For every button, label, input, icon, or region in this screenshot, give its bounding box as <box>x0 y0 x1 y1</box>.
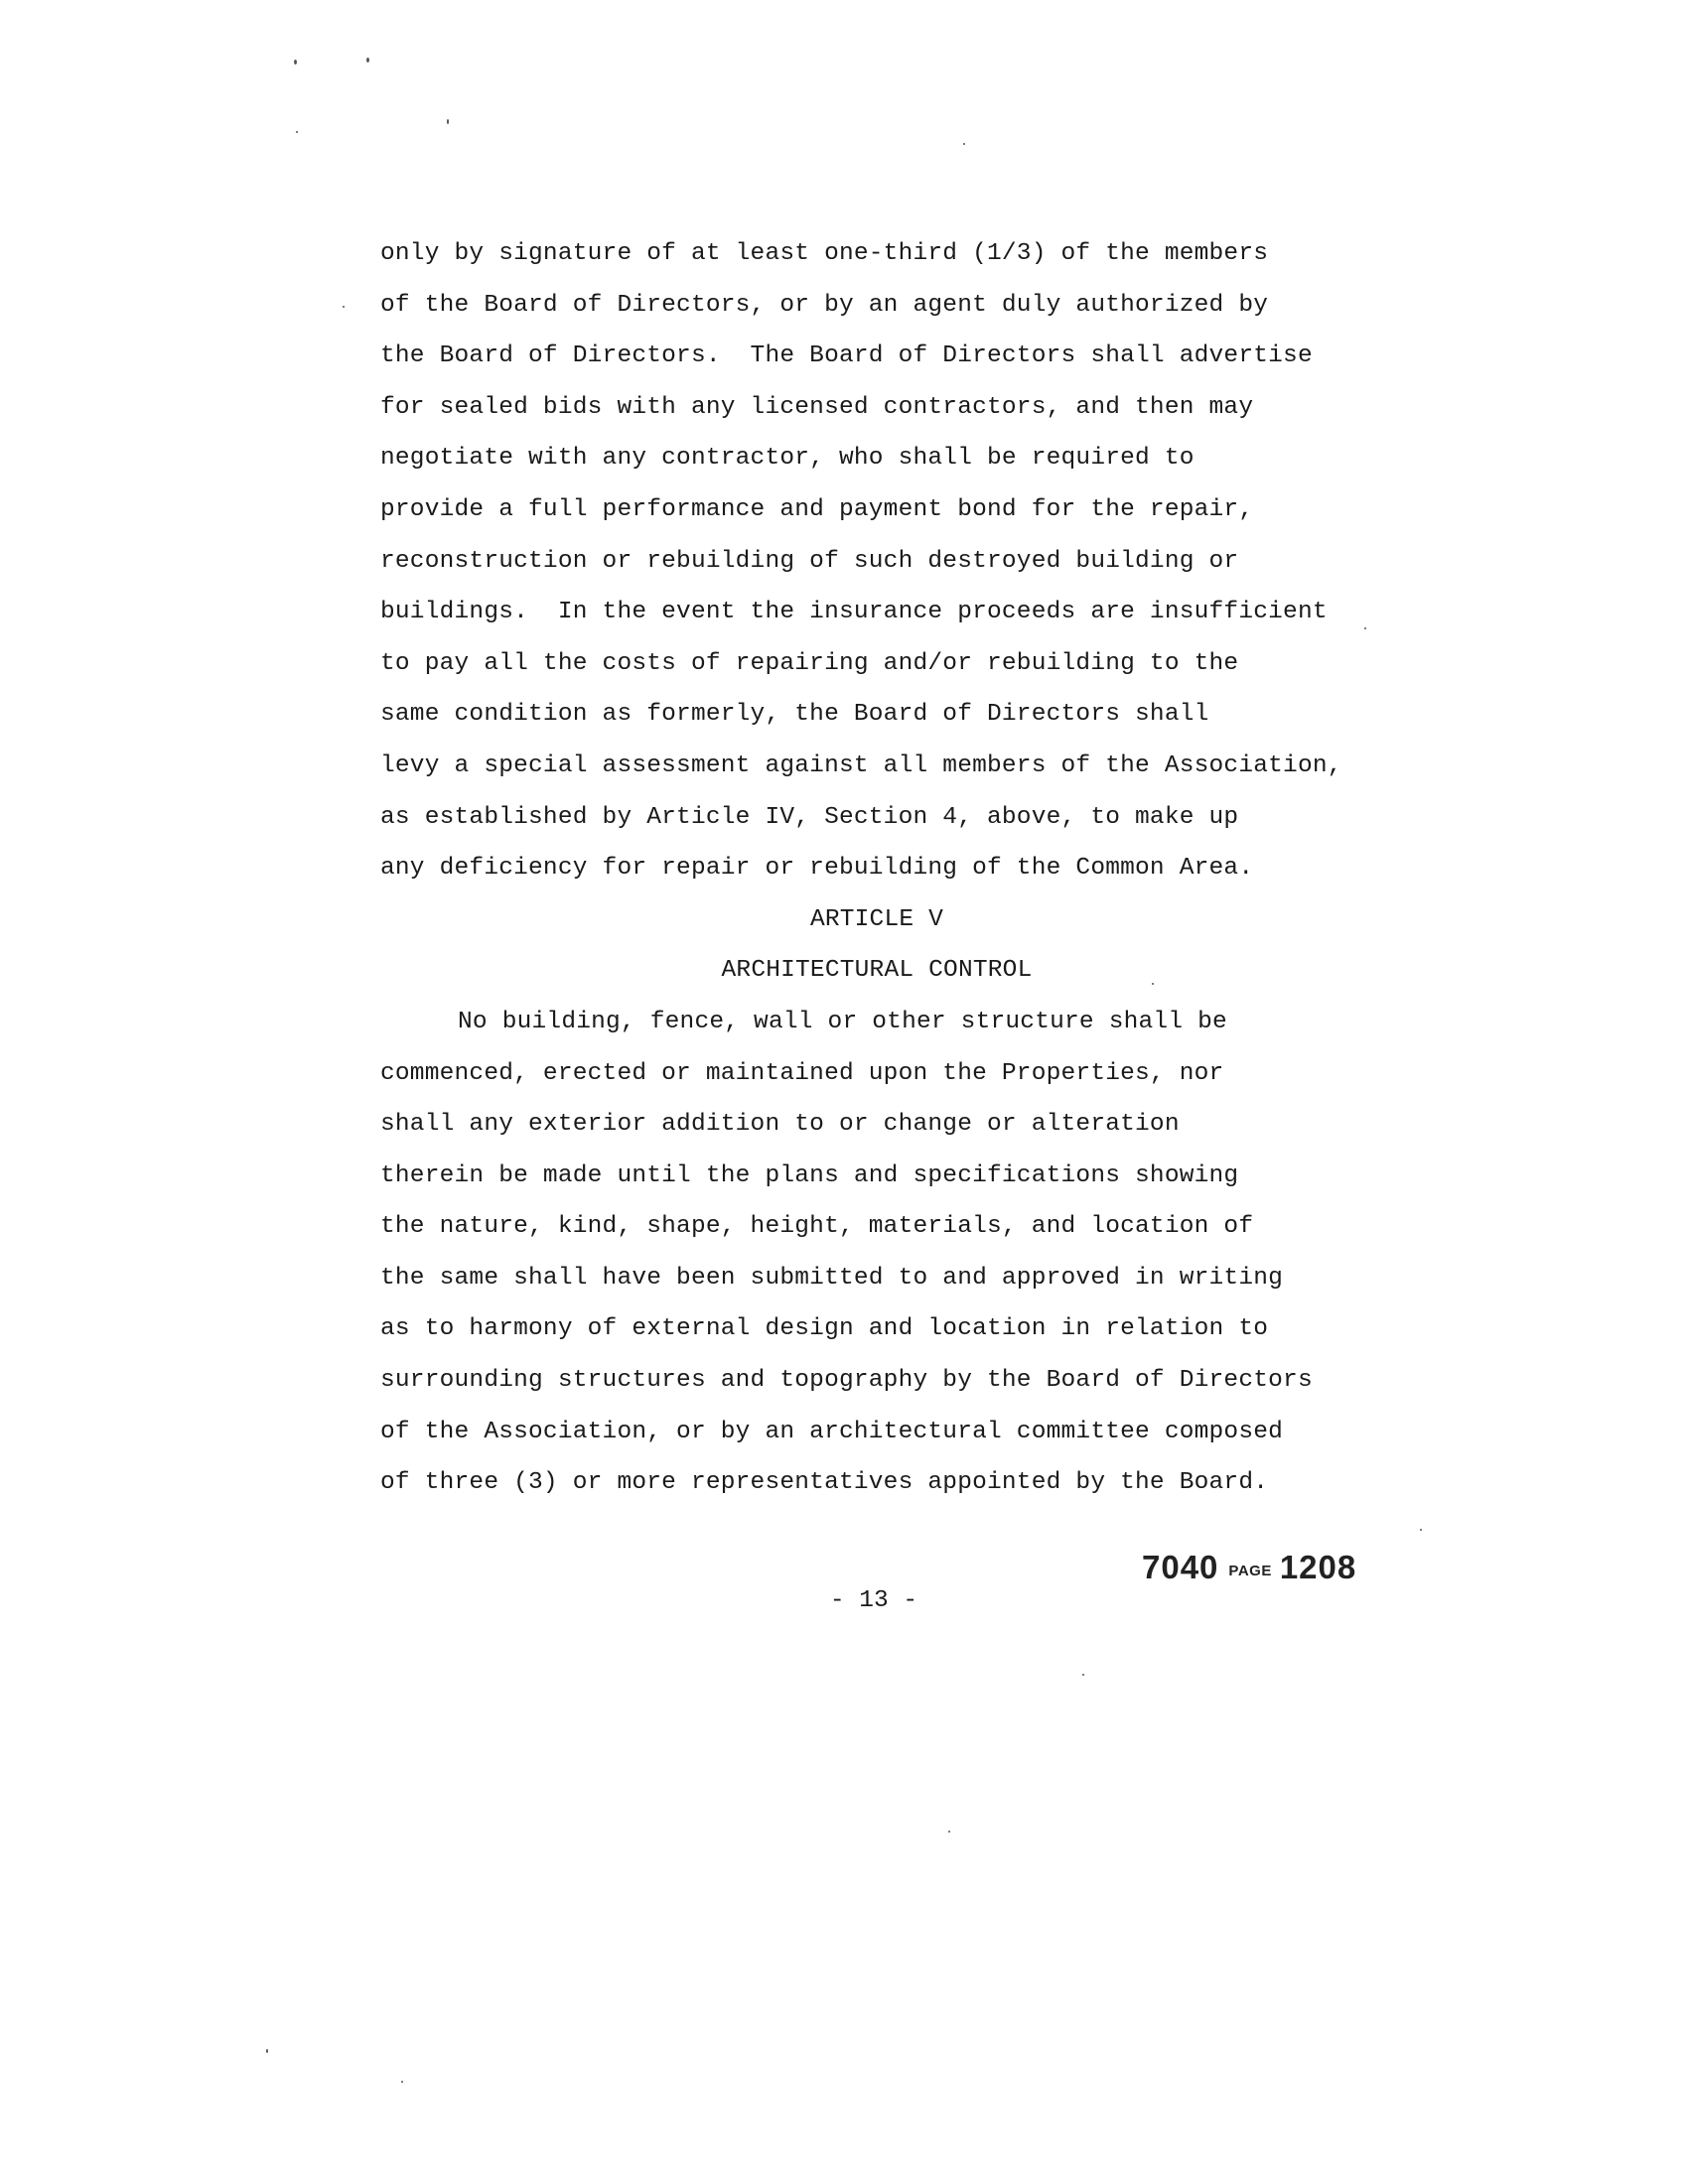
text-line: No building, fence, wall or other structure shall be <box>458 1008 1227 1035</box>
text-line: therein be made until the plans and specifications showing <box>380 1161 1239 1189</box>
stamp-page-number: 1208 <box>1279 1549 1357 1585</box>
scan-speck <box>401 2081 403 2083</box>
document-body <box>380 228 1393 1509</box>
scan-speck <box>1364 627 1366 629</box>
text-line: buildings. In the event the insurance proceeds are insufficient <box>380 599 1328 626</box>
text-line: shall any exterior addition to or change or alteration <box>380 1111 1180 1139</box>
paragraph-architectural-control <box>380 997 1393 1509</box>
text-line: negotiate with any contractor, who shall be required to <box>380 445 1195 473</box>
article-heading: ARTICLE V <box>809 905 944 933</box>
scan-speck <box>963 143 965 145</box>
scan-speck <box>447 119 449 124</box>
text-line: commenced, erected or maintained upon the Properties, nor <box>380 1059 1224 1087</box>
scan-speck <box>366 58 369 63</box>
recording-stamp <box>1142 1549 1356 1586</box>
scan-speck <box>294 60 297 65</box>
text-line: surrounding structures and topography by the Board of Directors <box>380 1367 1313 1395</box>
text-line: reconstruction or rebuilding of such destroyed building or <box>380 547 1239 575</box>
text-line: provide a full performance and payment bond for the repair, <box>380 495 1254 523</box>
stamp-page-label: PAGE <box>1228 1563 1272 1579</box>
text-line: same condition as formerly, the Board of Directors shall <box>380 701 1209 729</box>
text-line: of three (3) or more representatives appointed by the Board. <box>380 1469 1269 1497</box>
text-line: the nature, kind, shape, height, materials, and location of <box>380 1213 1254 1241</box>
text-line: levy a special assessment against all members of the Association, <box>380 751 1342 779</box>
text-line: as to harmony of external design and location in relation to <box>380 1315 1269 1343</box>
text-line: of the Board of Directors, or by an agent duly authorized by <box>380 291 1269 319</box>
text-line: any deficiency for repair or rebuilding of the Common Area. <box>380 855 1254 883</box>
scan-speck <box>343 306 345 308</box>
scan-speck <box>1082 1674 1084 1676</box>
article-title: ARCHITECTURAL CONTROL <box>721 957 1033 985</box>
text-line: the same shall have been submitted to and approved in writing <box>380 1264 1284 1292</box>
page-number: - 13 - <box>829 1587 918 1614</box>
text-line: only by signature of at least one-third (1/3) of the members <box>380 240 1269 267</box>
scan-speck <box>266 2049 268 2053</box>
scan-speck <box>1152 983 1154 985</box>
stamp-book-number: 7040 <box>1142 1549 1219 1585</box>
scan-speck <box>296 131 298 133</box>
text-line: of the Association, or by an architectural committee composed <box>380 1418 1284 1445</box>
text-line: to pay all the costs of repairing and/or rebuilding to the <box>380 649 1239 677</box>
text-line: for sealed bids with any licensed contractors, and then may <box>380 393 1254 421</box>
scan-speck <box>1420 1529 1422 1531</box>
paragraph-repair-rebuilding <box>380 228 1393 894</box>
text-line: the Board of Directors. The Board of Directors shall advertise <box>380 342 1313 370</box>
text-line: as established by Article IV, Section 4, above, to make up <box>380 803 1239 831</box>
scan-speck <box>948 1831 950 1833</box>
